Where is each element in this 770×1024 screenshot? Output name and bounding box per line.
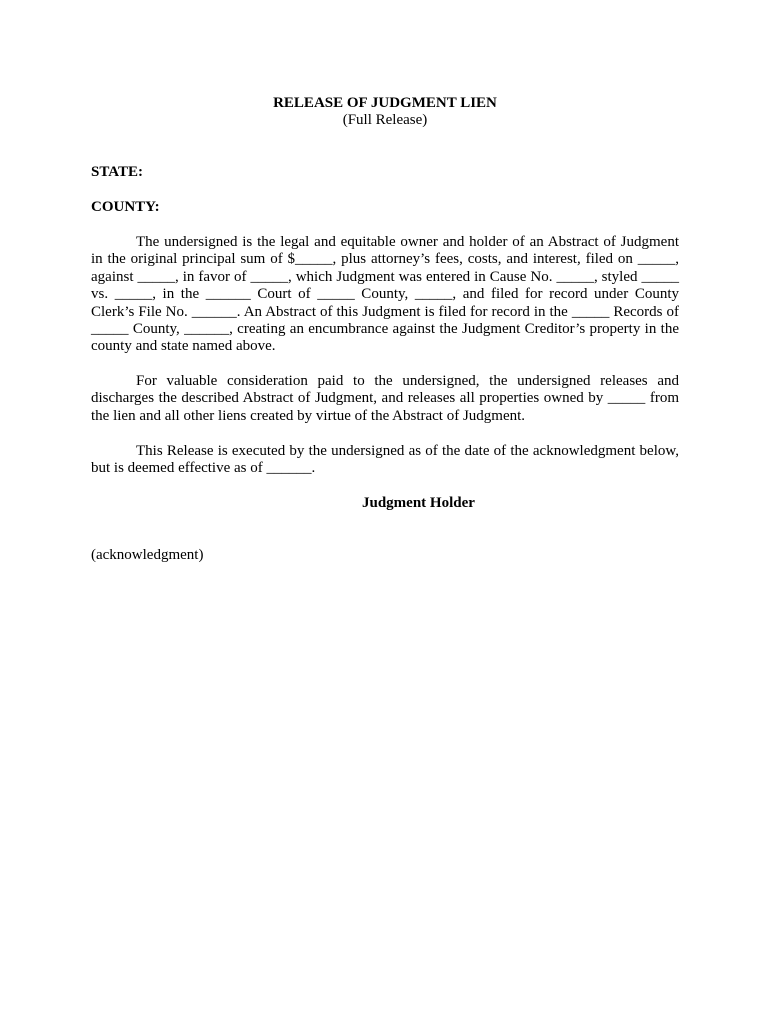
county-label: COUNTY: xyxy=(91,199,160,215)
paragraph-release: For valuable consideration paid to the undersigned, the undersigned releases and discharges the described Abstract of Judgment, and releases all properties owned by _____ from the lien and all other liens created by virtue of the Abstract of Judgment. xyxy=(91,373,679,424)
paragraph-effective-date: This Release is executed by the undersigned as of the date of the acknowledgment below, but is deemed effective as of ______. xyxy=(91,443,679,477)
paragraph-ownership: The undersigned is the legal and equitable owner and holder of an Abstract of Judgment in the original principal sum of $_____, plus attorney’s fees, costs, and interest, filed on _____, against _____, in favor of _____, which Judgment was entered in Cause No. _____, styled _____ vs. _____, in the ______ Court of _____ County, _____, and filed for record under County Clerk’s File No. ______. An Abstract of this Judgment is filed for record in the _____ Records of _____ County, ______, creating an encumbrance against the Judgment Creditor’s property in the county and state named above. xyxy=(91,234,679,355)
document-title: RELEASE OF JUDGMENT LIEN xyxy=(273,95,497,111)
document-subtitle: (Full Release) xyxy=(342,112,428,128)
acknowledgment-note: (acknowledgment) xyxy=(91,547,204,563)
signature-label: Judgment Holder xyxy=(362,495,475,511)
state-label: STATE: xyxy=(91,164,143,180)
